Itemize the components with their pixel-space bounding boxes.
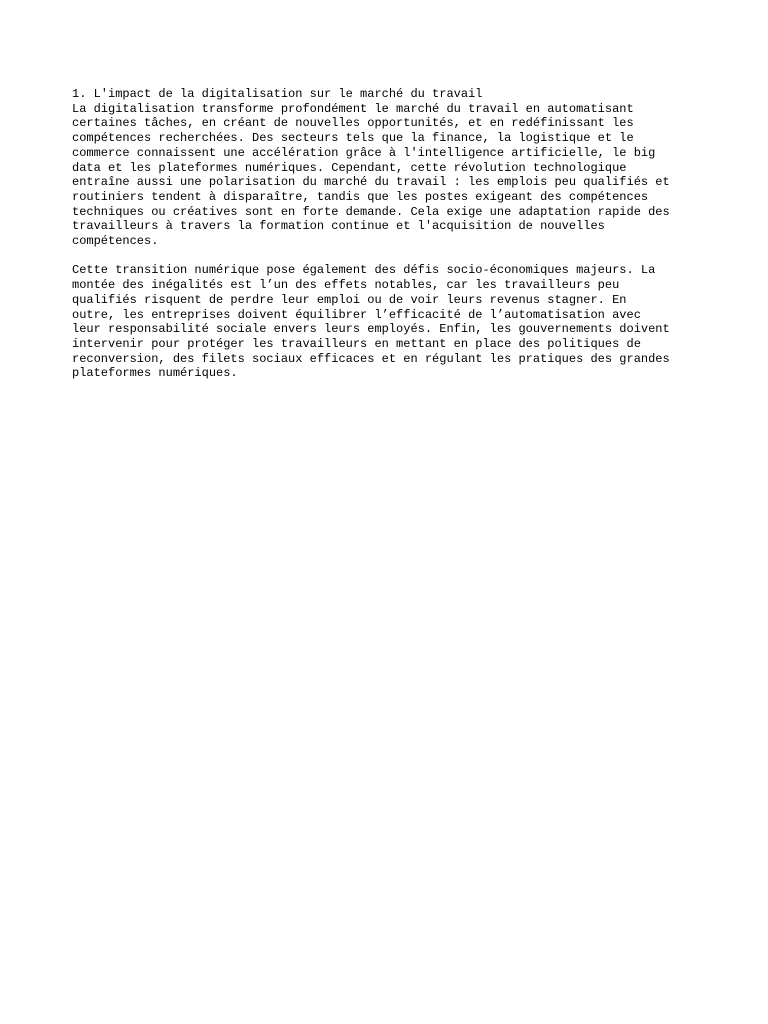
paragraph-2 [72,263,704,381]
paragraph-line: leur responsabilité sociale envers leurs employés. Enfin, les gouvernements doivent [72,322,670,337]
paragraph-line: intervenir pour protéger les travailleurs en mettant en place des politiques de [72,336,641,351]
document-page [72,87,704,381]
paragraph-line: entraîne aussi une polarisation du marché du travail : les emplois peu qualifiés et [72,175,670,190]
paragraph-line: outre, les entreprises doivent équilibrer l’efficacité de l’automatisation avec [72,307,641,322]
paragraph-line: La digitalisation transforme profondément le marché du travail en automatisant [72,101,634,116]
paragraph-line: compétences recherchées. Des secteurs tels que la finance, la logistique et le [72,131,634,146]
paragraph-spacer [72,249,704,264]
paragraph-line: reconversion, des filets sociaux efficaces et en régulant les pratiques des grandes [72,351,670,366]
paragraph-line: routiniers tendent à disparaître, tandis que les postes exigeant des compétences [72,189,649,204]
paragraph-line: commerce connaissent une accélération grâce à l'intelligence artificielle, le big [72,145,656,160]
paragraph-line: data et les plateformes numériques. Cependant, cette révolution technologique [72,160,627,175]
paragraph-line: qualifiés risquent de perdre leur emploi ou de voir leurs revenus stagner. En [72,292,627,307]
paragraph-line: certaines tâches, en créant de nouvelles opportunités, et en redéfinissant les [72,116,634,131]
paragraph-line: compétences. [72,234,159,249]
paragraph-line: montée des inégalités est l’un des effets notables, car les travailleurs peu [72,278,620,293]
paragraph-line: travailleurs à travers la formation continue et l'acquisition de nouvelles [72,219,605,234]
paragraph-line: Cette transition numérique pose également des défis socio-économiques majeurs. La [72,263,656,278]
paragraph-line: techniques ou créatives sont en forte demande. Cela exige une adaptation rapide des [72,204,670,219]
paragraph-line: plateformes numériques. [72,366,238,381]
section-heading: 1. L'impact de la digitalisation sur le marché du travail [72,87,483,101]
paragraph-1 [72,102,704,249]
